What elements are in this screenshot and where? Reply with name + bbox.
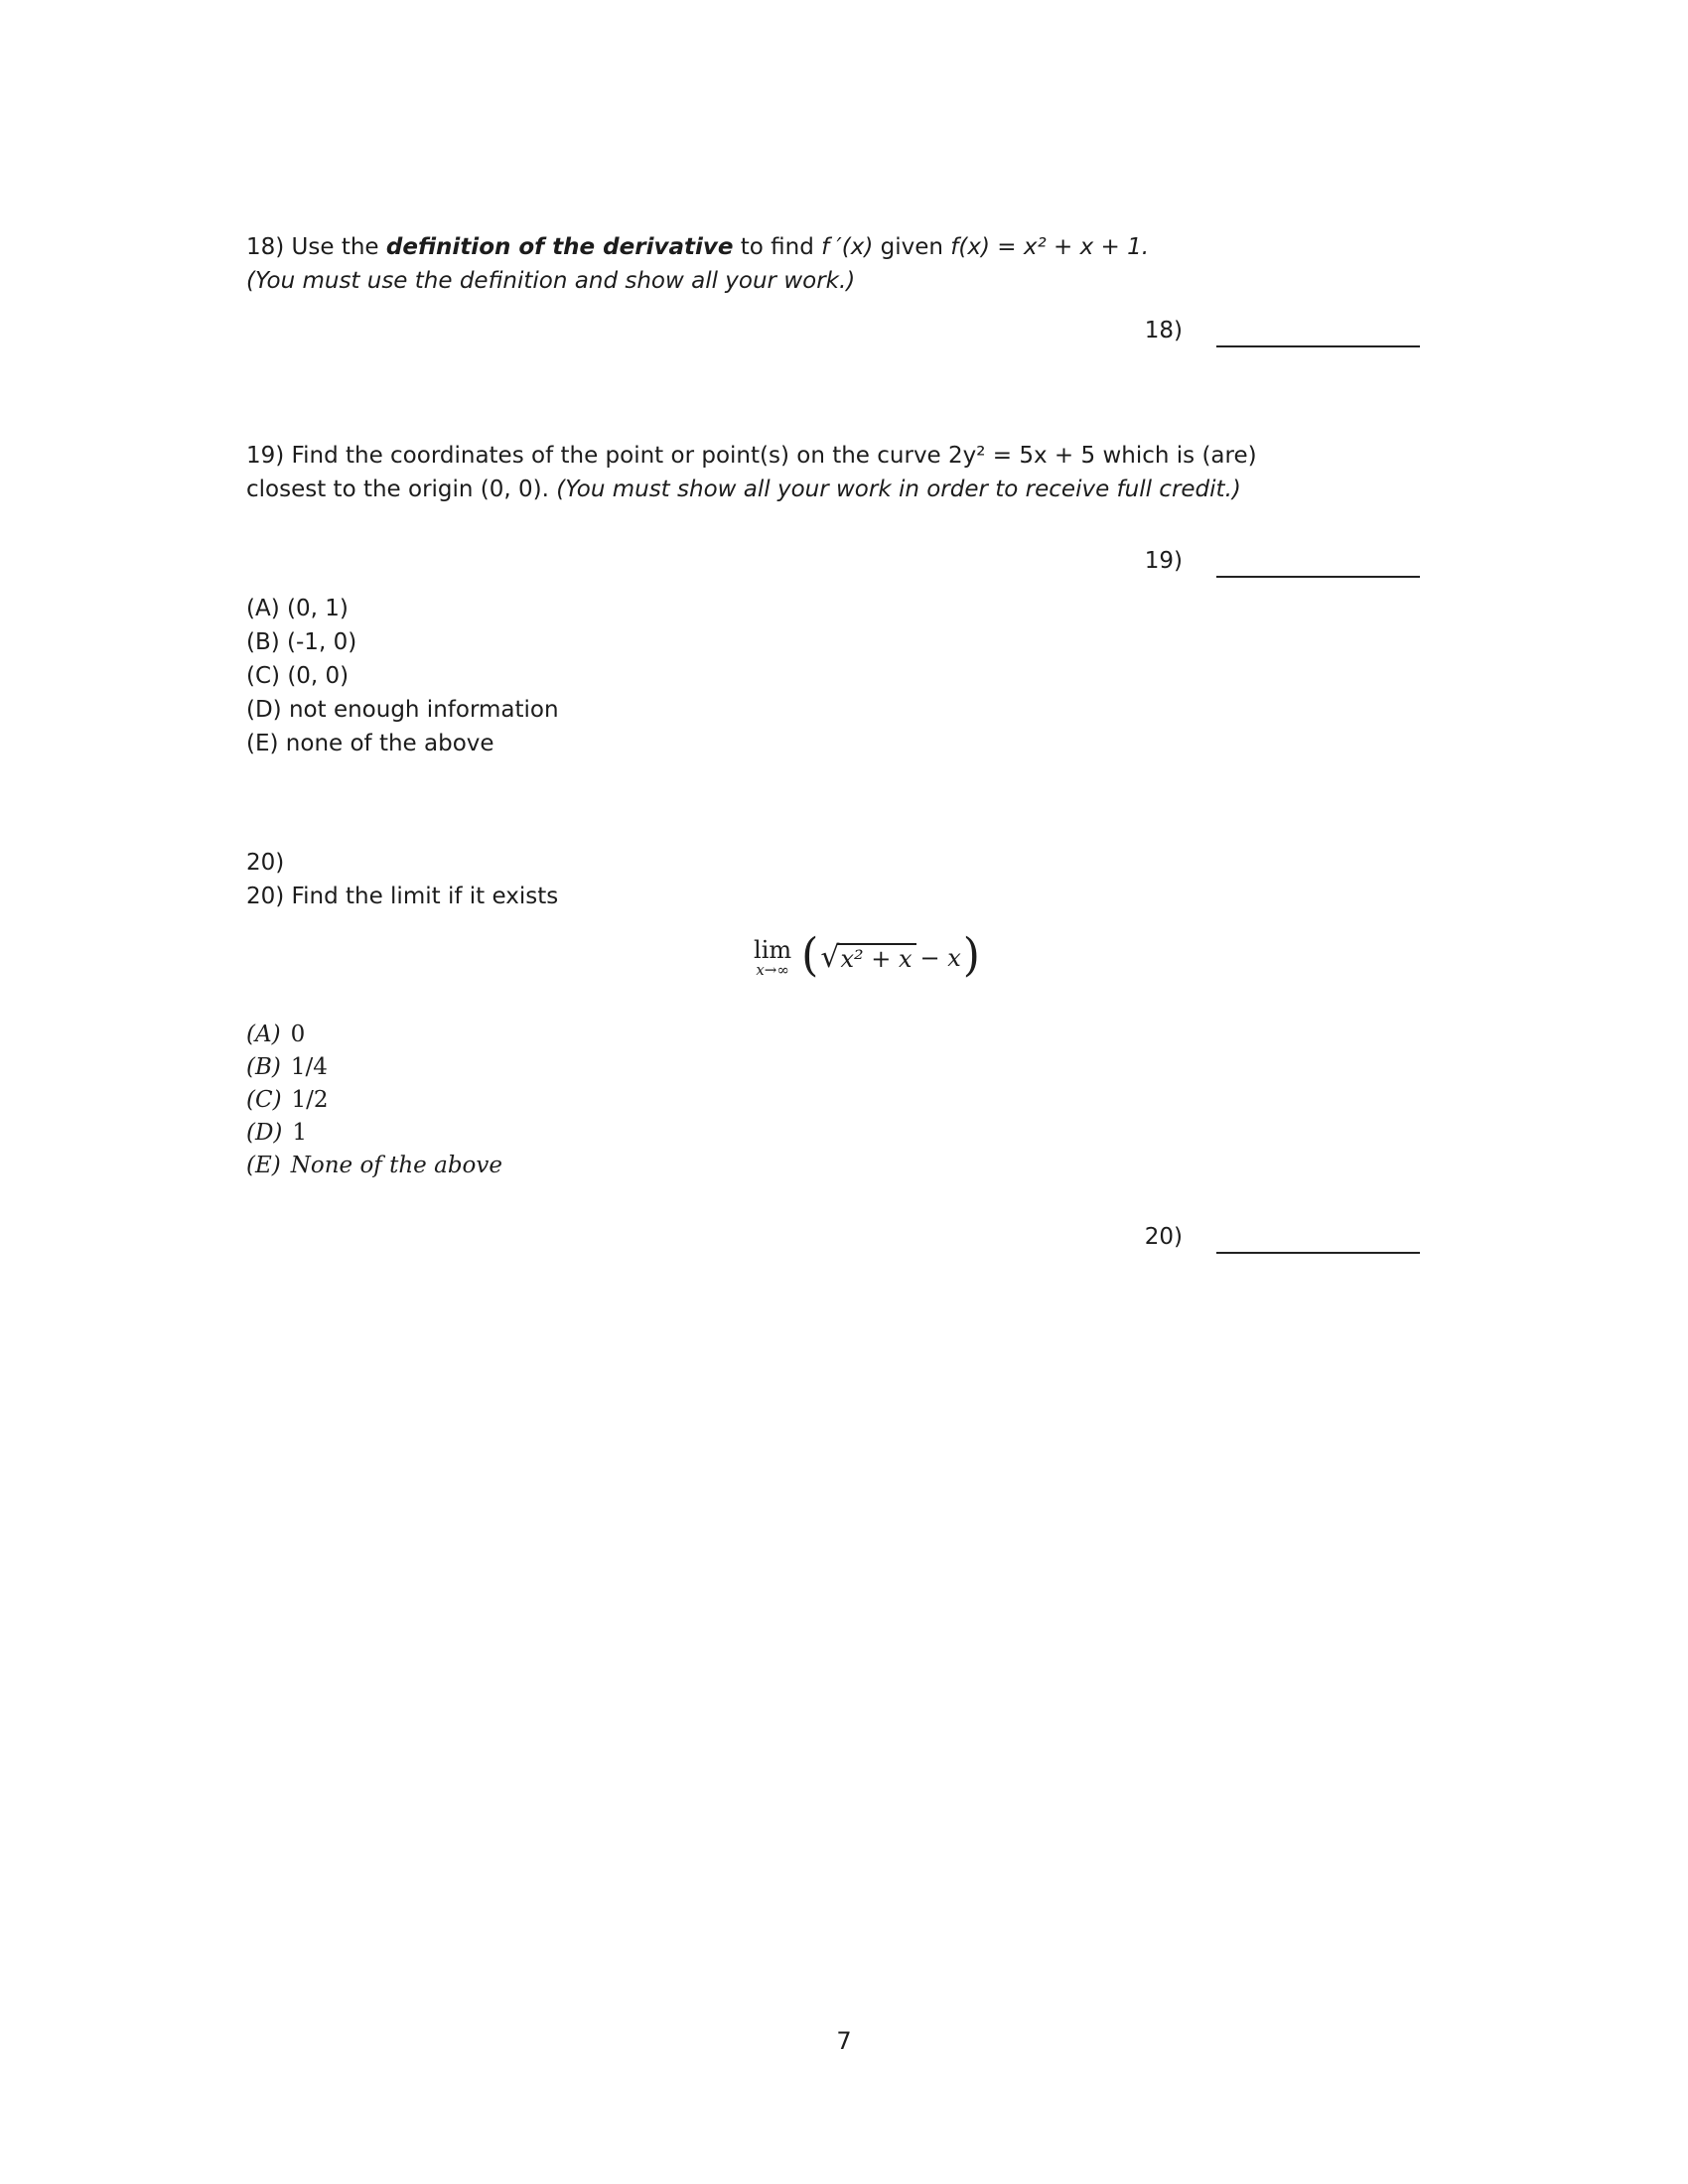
question-19-line1: 19) Find the coordinates of the point or point(s) on the curve 2y² = 5x + 5 which is (are)	[246, 443, 1257, 469]
formula-tail: − x	[919, 944, 961, 972]
choice-20-e	[246, 1150, 1489, 1182]
choice-20-a-label: (A)	[246, 1022, 281, 1047]
q19-text-italic: (You must show all your work in order to receive full credit.)	[556, 477, 1241, 502]
choice-20-c	[246, 1084, 1489, 1117]
page-number: 7	[836, 2027, 852, 2055]
q19-text-normal: closest to the origin (0, 0).	[246, 477, 557, 502]
question-20-prompt: 20) Find the limit if it exists	[246, 884, 559, 909]
q18-fprime: f ′(x)	[821, 234, 874, 260]
question-20-header: 20)	[246, 850, 285, 876]
limit-formula-row	[246, 923, 1489, 993]
q18-expression: = x² + x + 1.	[989, 234, 1150, 260]
close-paren: )	[962, 928, 980, 983]
question-19-line2	[246, 473, 1489, 506]
limit-formula	[754, 928, 982, 983]
choice-20-a-text: 0	[290, 1022, 306, 1047]
lim-block	[754, 938, 791, 978]
lim-operator: lim	[754, 936, 792, 964]
answer-blank-20	[1216, 1224, 1420, 1254]
answer-row-18	[246, 312, 1489, 347]
question-18-line1	[246, 230, 1489, 264]
choice-20-c-text: 1/2	[291, 1087, 329, 1113]
choice-20-d	[246, 1117, 1489, 1150]
answer-row-19	[246, 542, 1489, 578]
choice-20-b-text: 1/4	[290, 1054, 328, 1080]
choice-19-a: (A) (0, 1)	[246, 596, 349, 621]
open-paren: (	[801, 928, 819, 983]
choice-20-a	[246, 1019, 1489, 1051]
answer-blank-18	[1216, 318, 1420, 347]
choice-20-e-label: (E)	[246, 1153, 281, 1178]
radicand: x² + x	[837, 943, 915, 973]
q18-text-3: given	[873, 234, 951, 260]
answer-label-19: 19)	[1144, 548, 1183, 574]
q18-fx: f(x)	[950, 234, 990, 260]
choice-19-d: (D) not enough information	[246, 697, 559, 723]
q18-bold-phrase: definition of the derivative	[385, 234, 734, 260]
choice-20-e-text: None of the above	[290, 1153, 502, 1178]
choice-20-d-label: (D)	[246, 1120, 283, 1146]
choice-19-e: (E) none of the above	[246, 731, 494, 756]
answer-label-20: 20)	[1144, 1224, 1183, 1250]
q18-text-1: 18) Use the	[246, 234, 386, 260]
choice-20-c-label: (C)	[246, 1087, 282, 1113]
choice-20-b-label: (B)	[246, 1054, 281, 1080]
question-20-choices	[246, 1019, 1489, 1182]
answer-label-18: 18)	[1144, 318, 1183, 343]
answer-blank-19	[1216, 548, 1420, 578]
choice-20-d-text: 1	[292, 1120, 308, 1146]
answer-row-20	[246, 1218, 1489, 1254]
question-20	[246, 846, 1489, 1254]
question-18	[246, 230, 1489, 347]
lim-subscript: x→∞	[756, 961, 789, 979]
page-content	[246, 230, 1489, 1254]
radical-sign-icon: √	[820, 940, 840, 975]
question-19	[246, 439, 1489, 760]
choice-20-b	[246, 1051, 1489, 1084]
choice-19-c: (C) (0, 0)	[246, 663, 350, 689]
choice-19-b: (B) (-1, 0)	[246, 629, 357, 655]
question-19-choices	[246, 592, 1489, 760]
question-18-instruction: (You must use the definition and show all your work.)	[246, 268, 856, 294]
q18-text-2: to find	[733, 234, 822, 260]
